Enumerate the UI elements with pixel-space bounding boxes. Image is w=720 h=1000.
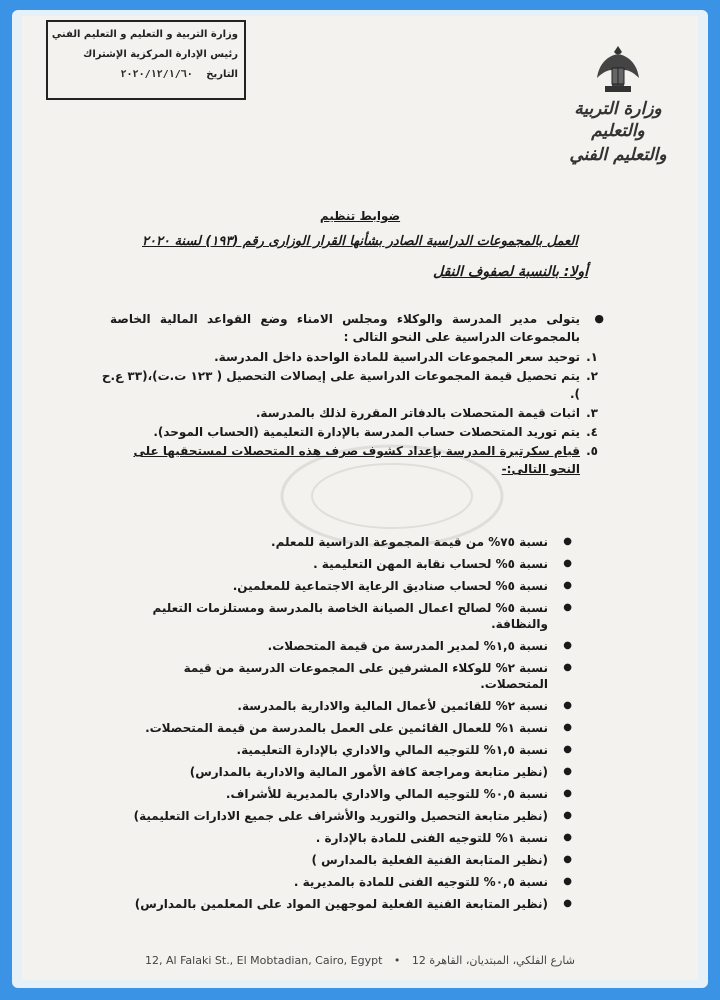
list-item: ● (نظير متابعة ومراجعة كافة الأمور المالية والادارية بالمدارس) bbox=[128, 764, 548, 780]
list-item: ● نسبة ٠,٥% للتوجيه الفنى للمادة بالمديرية . bbox=[128, 874, 548, 890]
numbered-item bbox=[100, 367, 598, 403]
address-footer bbox=[22, 954, 698, 967]
numbered-list bbox=[100, 348, 598, 479]
footer-address-ar: 12 شارع الفلكي، المبتديان، القاهرة bbox=[411, 954, 575, 967]
list-item: ● نسبة ٥% لصالح اعمال الصيانة الخاصة بالمدرسة ومستلزمات التعليم والنظافة. bbox=[128, 600, 548, 632]
section-heading-text: أولا: بالنسبة لصفوف النقل bbox=[432, 264, 588, 280]
list-item: ● (نظير المتابعة الفنية الفعلية لموجهين المواد على المعلمين بالمدارس) bbox=[128, 896, 548, 912]
numbered-item bbox=[100, 423, 598, 441]
document-body bbox=[22, 16, 698, 980]
list-item: ● (نظير المتابعة الفنية الفعلية بالمدارس ) bbox=[128, 852, 548, 868]
stamp-line-2: رئيس الإدارة المركزية الإشتراك bbox=[83, 49, 238, 60]
distribution-list bbox=[128, 534, 548, 918]
ministry-name-line-1: وزارة التربية والتعليم bbox=[574, 99, 662, 141]
list-item: ● نسبة ١,٥% لمدير المدرسة من قيمة المتحصلات. bbox=[128, 638, 548, 654]
item-text: توحيد سعر المجموعات الدراسية للمادة الواحدة داخل المدرسة. bbox=[214, 350, 580, 364]
numbered-item bbox=[100, 348, 598, 366]
list-item: ● نسبة ٧٥% من قيمة المجموعة الدراسية للمعلم. bbox=[128, 534, 548, 550]
item-number: ٣. bbox=[586, 406, 598, 420]
list-item: ● نسبة ٠,٥% للتوجيه المالي والاداري بالمديرية للأشراف. bbox=[128, 786, 548, 802]
item-number: ٥. bbox=[586, 444, 598, 458]
stamp-date-label: التاريخ bbox=[206, 69, 238, 80]
document-title bbox=[22, 209, 698, 223]
numbered-item bbox=[100, 404, 598, 422]
document-title-text: ضوابط تنظيم bbox=[319, 209, 401, 223]
list-item: ● نسبة ١% للعمال القائمين على العمل بالمدرسة من قيمة المتحصلات. bbox=[128, 720, 548, 736]
item-number: ٢. bbox=[586, 369, 598, 383]
document-subtitle-text: العمل بالمجموعات الدراسية الصادر بشأنها القرار الوزارى رقم (١٩٣) لسنة ٢٠٢٠ bbox=[141, 234, 578, 249]
section-heading bbox=[433, 264, 588, 280]
list-item: ● نسبة ٥% لحساب صناديق الرعاية الاجتماعية للمعلمين. bbox=[128, 578, 548, 594]
item-text: قيام سكرتيرة المدرسة بإعداد كشوف صرف هذه المتحصلات لمستحقيها على النحو التالى:- bbox=[133, 444, 580, 476]
stamp-date-value: ٢٠٢٠/١٢/١/٦٠ bbox=[120, 69, 193, 80]
item-text: يتم توريد المتحصلات حساب المدرسة بالإدارة التعليمية (الحساب الموحد). bbox=[153, 425, 580, 439]
ministry-name-line-2: والتعليم الفني bbox=[569, 145, 667, 165]
list-item: ● نسبة ٢% للقائمين لأعمال المالية والادارية بالمدرسة. bbox=[128, 698, 548, 714]
intro-paragraph: ● يتولى مدير المدرسة والوكلاء ومجلس الامناء وضع القواعد المالية الخاصة بالمجموعات الدراسية على النحو التالى : bbox=[110, 310, 580, 346]
list-item: ● نسبة ١% للتوجيه الفنى للمادة بالإدارة . bbox=[128, 830, 548, 846]
document-subtitle bbox=[22, 234, 698, 249]
numbered-item bbox=[100, 442, 598, 478]
item-number: ٤. bbox=[586, 425, 598, 439]
list-item: ● نسبة ١,٥% للتوجيه المالي والاداري بالإدارة التعليمية. bbox=[128, 742, 548, 758]
item-text: اثبات قيمة المتحصلات بالدفاتر المقررة لذلك بالمدرسة. bbox=[255, 406, 580, 420]
item-number: ١. bbox=[586, 350, 598, 364]
item-text: يتم تحصيل قيمة المجموعات الدراسية على إيصالات التحصيل ( ١٢٣ ت.ت)،(٣٣ ع.ح ). bbox=[101, 369, 580, 401]
list-item: ● (نظير متابعة التحصيل والتوريد والأشراف على جميع الادارات التعليمية) bbox=[128, 808, 548, 824]
footer-separator: • bbox=[393, 954, 401, 967]
list-item: ● نسبة ٢% للوكلاء المشرفين على المجموعات الدرسية من قيمة المتحصلات. bbox=[128, 660, 548, 692]
footer-address-en: 12, Al Falaki St., El Mobtadian, Cairo, Egypt bbox=[145, 954, 383, 967]
document-page bbox=[22, 16, 698, 980]
list-item: ● نسبة ٥% لحساب نقابة المهن التعليمية . bbox=[128, 556, 548, 572]
stamp-line-1: وزارة التربية و التعليم و التعليم الفني bbox=[51, 29, 238, 40]
